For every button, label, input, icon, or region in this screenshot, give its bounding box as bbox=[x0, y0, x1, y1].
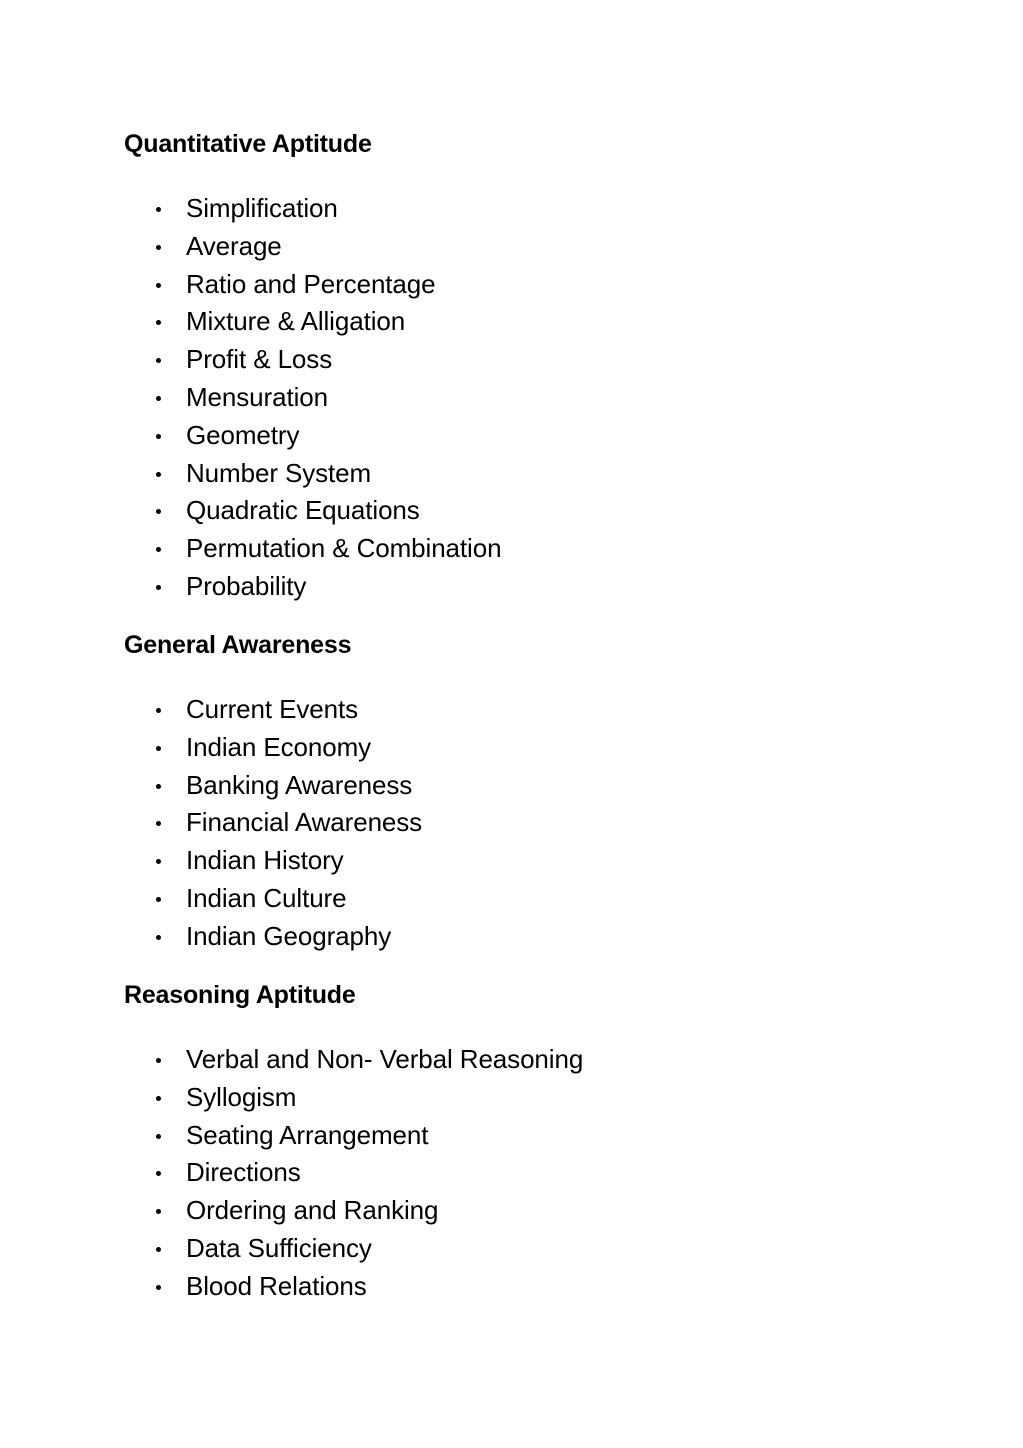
list-item bbox=[124, 880, 924, 918]
topic-list bbox=[124, 190, 924, 606]
list-item bbox=[124, 530, 924, 568]
list-item-label: Data Sufficiency bbox=[186, 1232, 372, 1263]
topic-list bbox=[124, 1041, 924, 1306]
list-item bbox=[124, 1079, 924, 1117]
list-item bbox=[124, 729, 924, 767]
list-item bbox=[124, 1230, 924, 1268]
list-item bbox=[124, 842, 924, 880]
list-item-label: Ratio and Percentage bbox=[186, 268, 436, 299]
list-item bbox=[124, 1268, 924, 1306]
list-item-label: Average bbox=[186, 230, 282, 261]
list-item-label: Profit & Loss bbox=[186, 344, 333, 375]
list-item-label: Simplification bbox=[186, 193, 338, 223]
topic-list bbox=[124, 691, 924, 956]
bullet-icon bbox=[156, 492, 166, 530]
list-item-label: Indian History bbox=[186, 845, 344, 876]
bullet-icon bbox=[156, 1041, 166, 1079]
list-item-label: Indian Economy bbox=[186, 731, 372, 762]
list-item bbox=[124, 918, 924, 956]
bullet-icon bbox=[156, 1154, 166, 1192]
list-item-label: Permutation & Combination bbox=[186, 533, 502, 564]
bullet-icon bbox=[156, 880, 166, 918]
section-heading: General Awareness bbox=[124, 631, 352, 659]
list-item-label: Mixture & Alligation bbox=[186, 306, 406, 337]
section-heading: Reasoning Aptitude bbox=[124, 981, 356, 1009]
bullet-icon bbox=[156, 266, 166, 304]
list-item-label: Seating Arrangement bbox=[186, 1119, 429, 1150]
list-item bbox=[124, 691, 924, 729]
section-quantitative-aptitude bbox=[124, 128, 924, 606]
list-item-label: Indian Geography bbox=[186, 920, 392, 951]
list-item bbox=[124, 804, 924, 842]
list-item-label: Current Events bbox=[186, 694, 359, 724]
section-heading: Quantitative Aptitude bbox=[124, 130, 372, 158]
list-item bbox=[124, 303, 924, 341]
section-reasoning-aptitude bbox=[124, 979, 924, 1306]
bullet-icon bbox=[156, 341, 166, 379]
section-general-awareness bbox=[124, 629, 924, 956]
list-item-label: Number System bbox=[186, 457, 372, 488]
list-item bbox=[124, 568, 924, 606]
list-item bbox=[124, 341, 924, 379]
bullet-icon bbox=[156, 530, 166, 568]
list-item-label: Ordering and Ranking bbox=[186, 1195, 439, 1226]
bullet-icon bbox=[156, 568, 166, 606]
list-item bbox=[124, 492, 924, 530]
list-item-label: Quadratic Equations bbox=[186, 495, 420, 526]
list-item bbox=[124, 190, 924, 228]
bullet-icon bbox=[156, 767, 166, 805]
bullet-icon bbox=[156, 190, 166, 228]
bullet-icon bbox=[156, 918, 166, 956]
list-item bbox=[124, 1154, 924, 1192]
list-item-label: Geometry bbox=[186, 419, 300, 450]
list-item bbox=[124, 1041, 924, 1079]
list-item-label: Syllogism bbox=[186, 1081, 297, 1112]
list-item bbox=[124, 1192, 924, 1230]
bullet-icon bbox=[156, 842, 166, 880]
list-item bbox=[124, 228, 924, 266]
list-item-label: Mensuration bbox=[186, 381, 328, 412]
list-item-label: Directions bbox=[186, 1157, 301, 1188]
bullet-icon bbox=[156, 1268, 166, 1306]
list-item-label: Probability bbox=[186, 570, 307, 601]
list-item-label: Banking Awareness bbox=[186, 769, 413, 800]
bullet-icon bbox=[156, 1192, 166, 1230]
bullet-icon bbox=[156, 691, 166, 729]
list-item bbox=[124, 1117, 924, 1155]
bullet-icon bbox=[156, 1117, 166, 1155]
list-item-label: Verbal and Non- Verbal Reasoning bbox=[186, 1044, 584, 1074]
bullet-icon bbox=[156, 1230, 166, 1268]
bullet-icon bbox=[156, 729, 166, 767]
bullet-icon bbox=[156, 379, 166, 417]
bullet-icon bbox=[156, 455, 166, 493]
bullet-icon bbox=[156, 228, 166, 266]
bullet-icon bbox=[156, 804, 166, 842]
list-item bbox=[124, 379, 924, 417]
list-item-label: Blood Relations bbox=[186, 1270, 367, 1301]
list-item bbox=[124, 767, 924, 805]
list-item bbox=[124, 455, 924, 493]
bullet-icon bbox=[156, 417, 166, 455]
list-item-label: Financial Awareness bbox=[186, 807, 423, 838]
list-item-label: Indian Culture bbox=[186, 882, 347, 913]
bullet-icon bbox=[156, 303, 166, 341]
bullet-icon bbox=[156, 1079, 166, 1117]
list-item bbox=[124, 266, 924, 304]
list-item bbox=[124, 417, 924, 455]
